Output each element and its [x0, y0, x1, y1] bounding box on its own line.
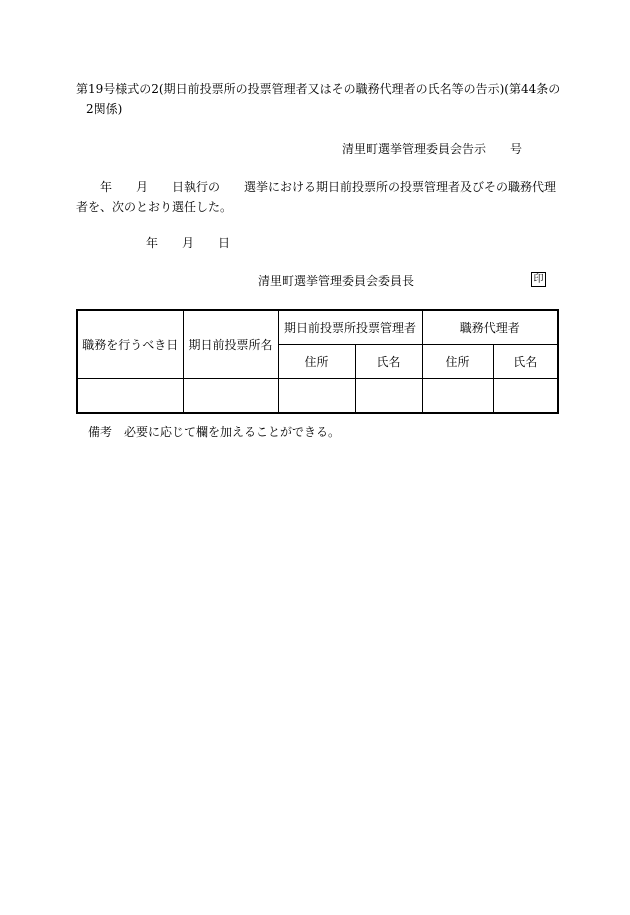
chairperson-title: 清里町選挙管理委員会委員長 — [258, 274, 415, 288]
remark-note: 備考 必要に応じて欄を加えることができる。 — [88, 425, 341, 439]
cell-manager-name — [355, 379, 422, 414]
header-manager: 期日前投票所投票管理者 — [278, 310, 422, 345]
header-deputy: 職務代理者 — [422, 310, 558, 345]
cell-manager-address — [278, 379, 355, 414]
header-polling-place: 期日前投票所名 — [183, 310, 278, 379]
subheader-manager-address: 住所 — [278, 345, 355, 379]
subheader-deputy-name: 氏名 — [493, 345, 558, 379]
cell-duty-date — [77, 379, 183, 414]
subheader-deputy-address: 住所 — [422, 345, 493, 379]
announcement-number: 清里町選挙管理委員会告示 号 — [342, 142, 523, 156]
form-title-line-1: 第19号様式の2(期日前投票所の投票管理者又はその職務代理者の氏名等の告示)(第44条の — [76, 82, 561, 96]
date-line: 年 月 日 — [146, 236, 231, 250]
appointment-table — [76, 309, 559, 414]
body-text-line-2: 者を、次のとおり選任した。 — [76, 200, 233, 214]
cell-polling-place — [183, 379, 278, 414]
header-duty-date: 職務を行うべき日 — [77, 310, 183, 379]
seal-mark: 印 — [531, 272, 546, 287]
body-text-line-1: 年 月 日執行の 選挙における期日前投票所の投票管理者及びその職務代理 — [100, 180, 557, 194]
form-title-line-2: 2関係) — [86, 102, 123, 116]
cell-deputy-address — [422, 379, 493, 414]
subheader-manager-name: 氏名 — [355, 345, 422, 379]
cell-deputy-name — [493, 379, 558, 414]
